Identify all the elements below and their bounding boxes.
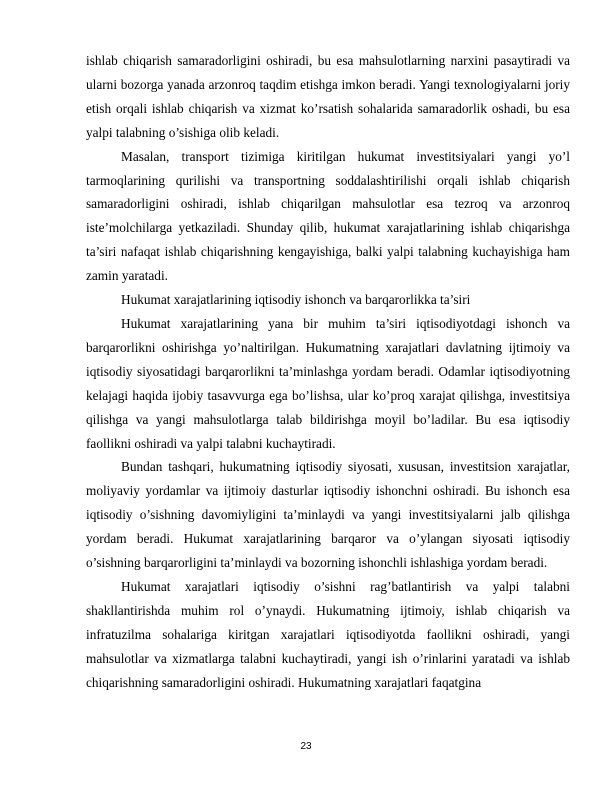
page-number: 23 <box>300 741 312 752</box>
paragraph-4: Bundan tashqari, hukumatning iqtisodiy siyosati, xususan, investitsion xarajatlar, moliyaviy yordamlar va ijtimoiy dasturlar iqtisodiy ishonchni oshiradi. Bu ishonch esa iqtisodiy o’sishning davomiyligini ta’minlaydi va yangi investitsiyalarni jalb qilishga yordam beradi. Hukumat xarajatlarining barqaror va o’ylangan siyosati iqtisodiy o’sishning barqarorligini ta’minlaydi va bozorning ishonchli ishlashiga yordam beradi. <box>86 459 570 571</box>
paragraph-1: ishlab chiqarish samaradorligini oshiradi, bu esa mahsulotlarning narxini pasaytiradi va ularni bozorga yanada arzonroq taqdim etishga imkon beradi. Yangi texnologiyalarni joriy etish orqali ishlab chiqarish va xizmat ko’rsatish sohalarida samaradorlik oshadi, bu esa yalpi talabning o’sishiga olib keladi. <box>86 53 570 140</box>
section-heading: Hukumat xarajatlarining iqtisodiy ishonch va barqarorlikka ta’siri <box>121 292 471 308</box>
paragraph-5: Hukumat xarajatlari iqtisodiy o’sishni rag’batlantirish va yalpi talabni shakllantirishda muhim rol o’ynaydi. Hukumatning ijtimoiy, ishlab chiqarish va infratuzilma sohalariga kiritgan xarajatlari iqtisodiyotda faollikni oshiradi, yangi mahsulotlar va xizmatlarga talabni kuchaytiradi, yangi ish o’rinlarini yaratadi va ishlab chiqarishning samaradorligini oshiradi. Hukumatning xarajatlari faqatgina <box>86 578 570 690</box>
paragraph-3: Hukumat xarajatlarining yana bir muhim ta’siri iqtisodiyotdagi ishonch va barqarorlikni oshirishga yo’naltirilgan. Hukumatning xarajatlari davlatning ijtimoiy va iqtisodiy siyosatidagi barqarorlikni ta’minlashga yordam beradi. Odamlar iqtisodiyotning kelajagi haqida ijobiy tasavvurga ega bo’lishsa, ular ko’proq xarajat qilishga, investitsiya qilishga va yangi mahsulotlarga talab bildirishga moyil bo’ladilar. Bu esa iqtisodiy faollikni oshiradi va yalpi talabni kuchaytiradi. <box>86 315 570 451</box>
body-text <box>86 49 570 694</box>
paragraph-2: Masalan, transport tizimiga kiritilgan hukumat investitsiyalari yangi yo’l tarmoqlarining qurilishi va transportning soddalashtirilishi orqali ishlab chiqarish samaradorligini oshiradi, ishlab chiqarilgan mahsulotlar esa tezroq va arzonroq iste’molchilarga yetkaziladi. Shunday qilib, hukumat xarajatlarining ishlab chiqarishga ta’siri nafaqat ishlab chiqarishning kengayishiga, balki yalpi talabning kuchayishiga ham zamin yaratadi. <box>86 148 570 284</box>
